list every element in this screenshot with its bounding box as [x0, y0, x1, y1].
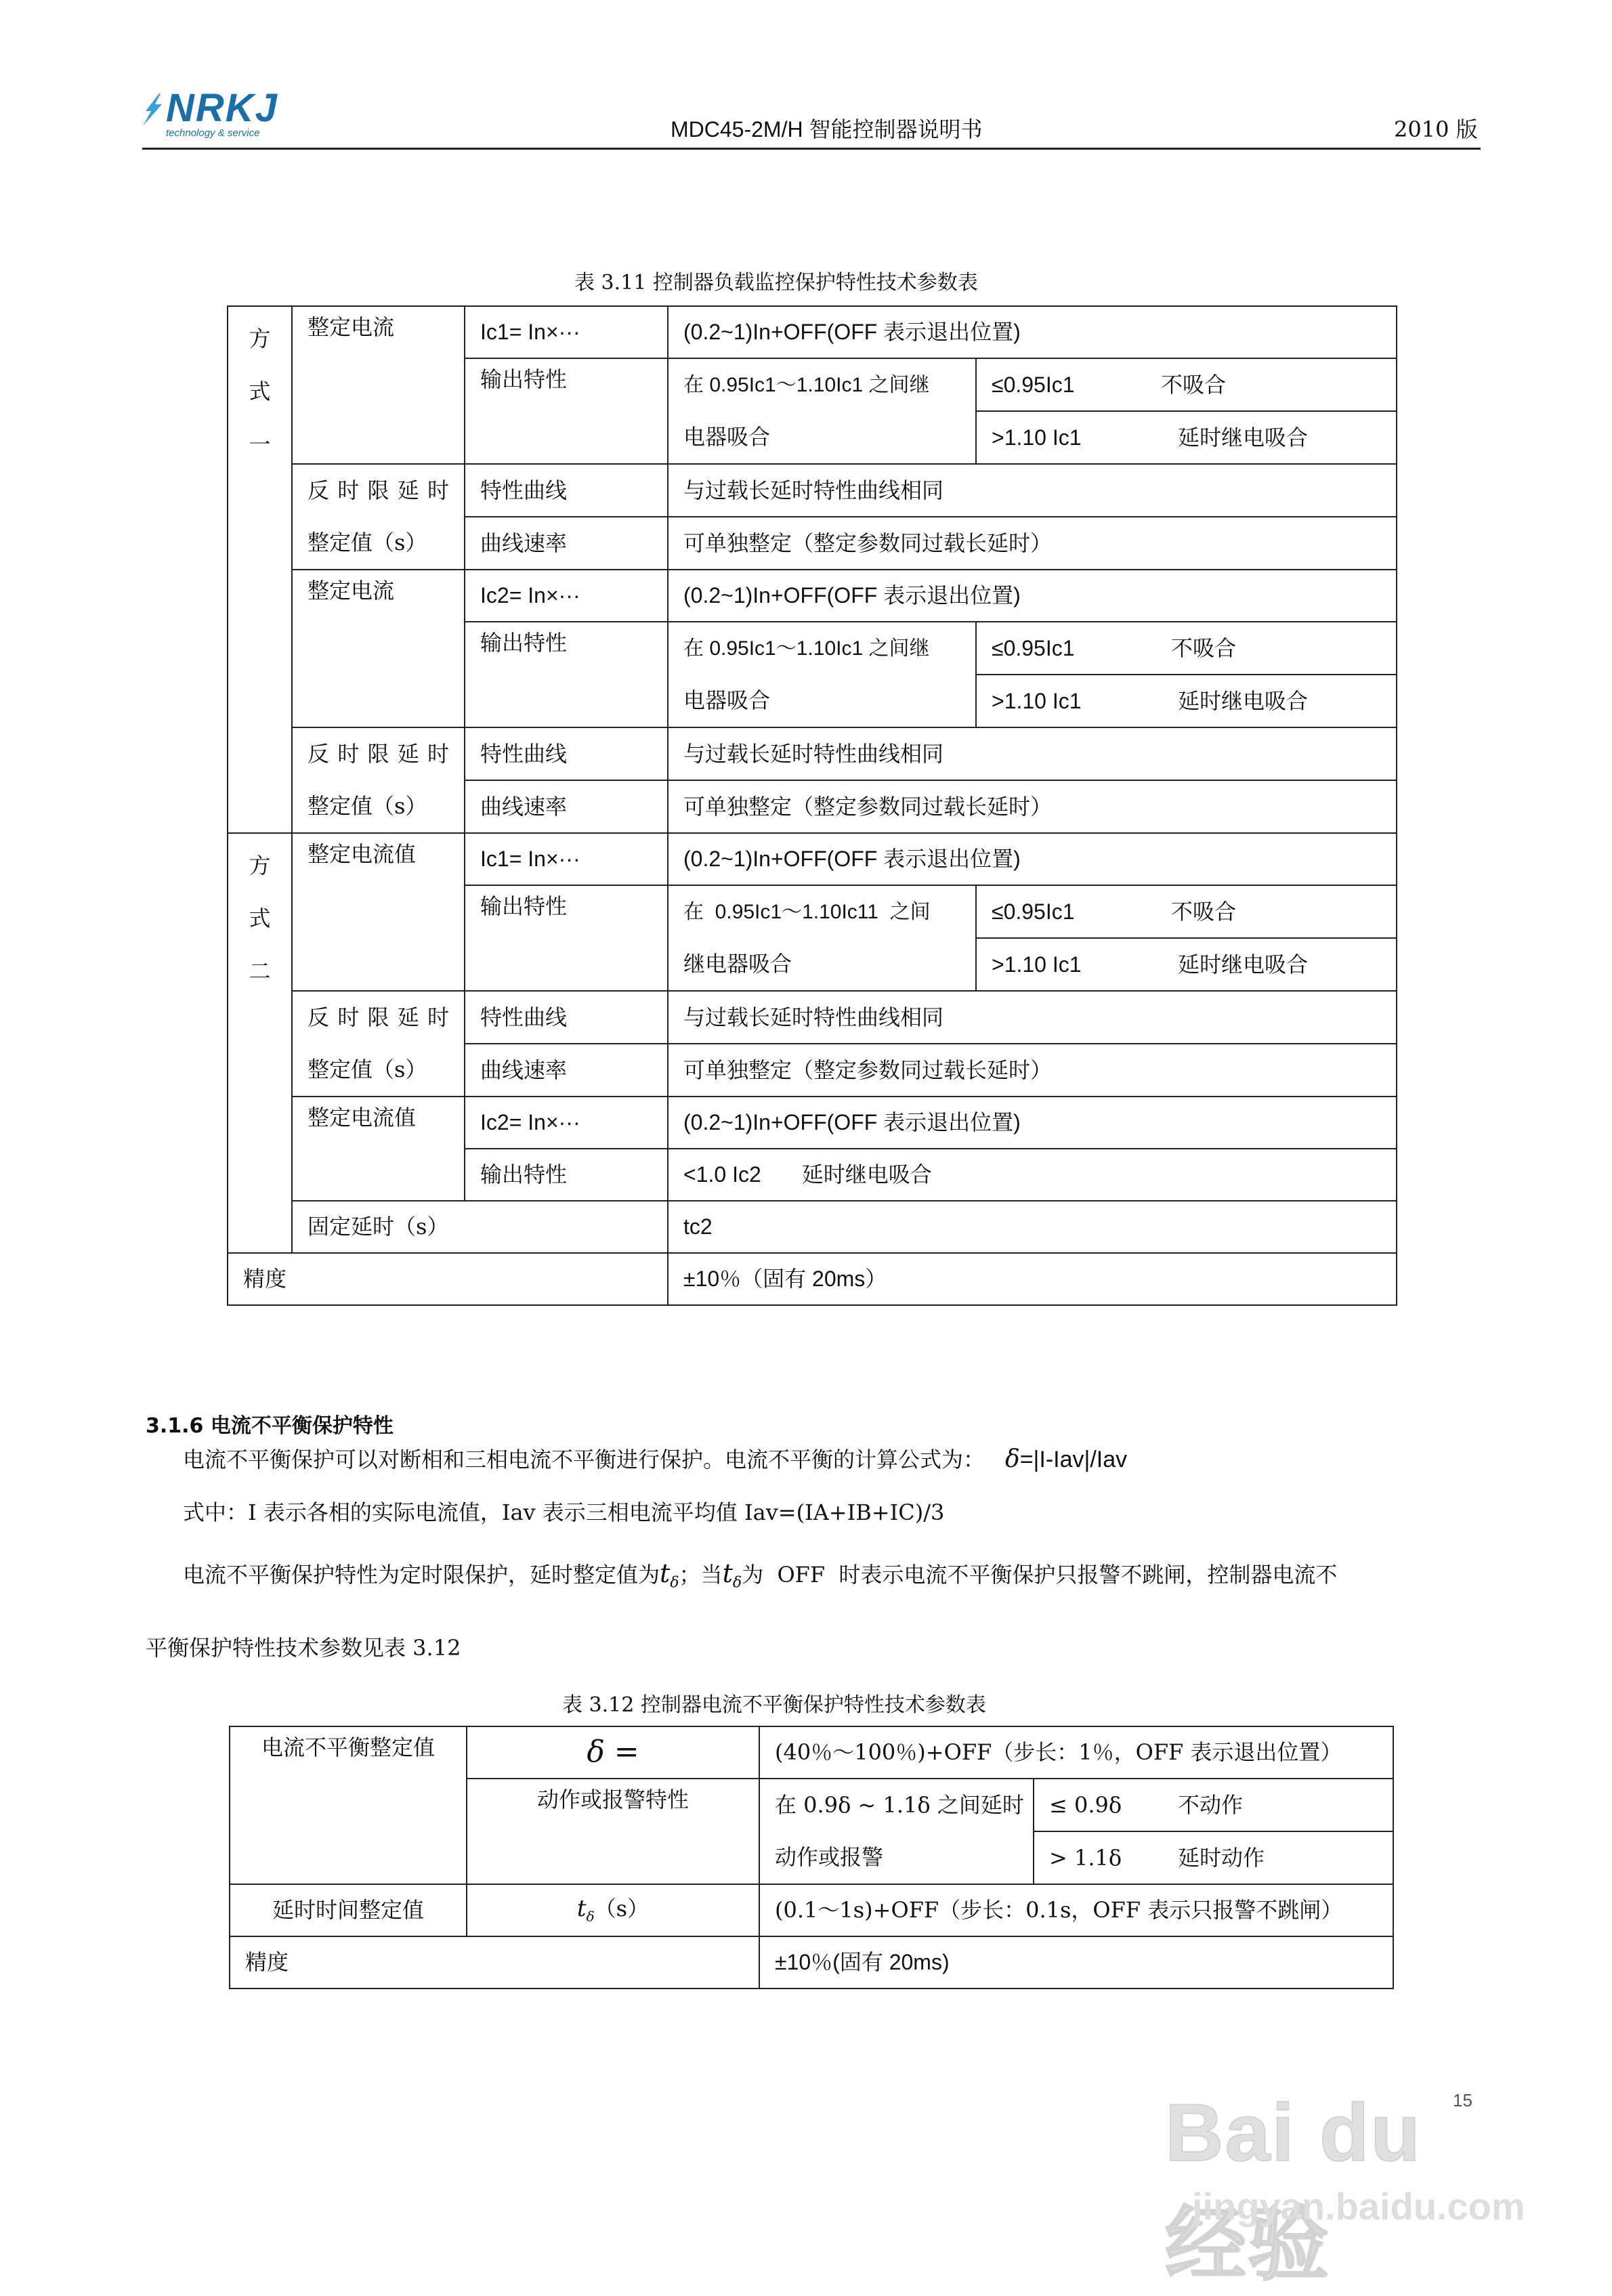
- condition-cell: ≤0.95Ic1 不吸合: [976, 885, 1397, 938]
- value-cell: (0.2~1)In+OFF(OFF 表示退出位置): [668, 833, 1397, 885]
- value-cell: (0.2~1)In+OFF(OFF 表示退出位置): [668, 306, 1397, 358]
- param-cell: 曲线速率: [465, 517, 668, 570]
- value-cell: 可单独整定（整定参数同过载长延时）: [668, 780, 1397, 833]
- accuracy-label: 精度: [228, 1253, 668, 1305]
- param-cell: 输出特性: [465, 358, 668, 464]
- table-row: [230, 1884, 1393, 1936]
- desc-cell: 在 0.95Ic1～1.10Ic1 之间继 电器吸合: [668, 622, 976, 727]
- param-cell: Ic1= In×···: [465, 833, 668, 885]
- delay-symbol-cell: $t_\delta(s)$: [467, 1884, 759, 1936]
- param-cell: Ic1= In×···: [465, 306, 668, 358]
- condition-cell: ≤0.95Ic1 不吸合: [976, 358, 1397, 411]
- delta-symbol-cell: δ =: [467, 1726, 759, 1779]
- value-cell: 与过载长延时特性曲线相同: [668, 727, 1397, 780]
- param-cell: 输出特性: [465, 622, 668, 727]
- value-cell: (0.2~1)In+OFF(OFF 表示退出位置): [668, 1097, 1397, 1149]
- value-cell: 可单独整定（整定参数同过载长延时）: [668, 517, 1397, 570]
- accuracy-label: 精度: [230, 1936, 759, 1989]
- value-cell: 与过载长延时特性曲线相同: [668, 464, 1397, 517]
- param-cell: 特性曲线: [465, 464, 668, 517]
- table-row: [228, 464, 1397, 517]
- table-3-11: [227, 305, 1397, 1306]
- company-logo: [139, 87, 281, 141]
- value-cell: <1.0 Ic2 延时继电吸合: [668, 1149, 1397, 1201]
- mode-1-label: 方 式 一: [228, 306, 292, 833]
- setting-label: 整定电流: [292, 306, 465, 464]
- inverse-time-label: 反时限延时 整定值（s）: [292, 991, 465, 1097]
- value-cell: 可单独整定（整定参数同过载长延时）: [668, 1044, 1397, 1097]
- table-3-12: [229, 1726, 1394, 1989]
- value-cell: (0.1～1s)+OFF（步长：0.1s，OFF 表示只报警不跳闸）: [759, 1884, 1393, 1936]
- table-3-11-caption: 表 3.11 控制器负载监控保护特性技术参数表: [574, 271, 978, 295]
- condition-cell: >1.10 Ic1 延时继电吸合: [976, 411, 1397, 464]
- param-cell: 特性曲线: [465, 727, 668, 780]
- table-row: [228, 833, 1397, 885]
- param-cell: 输出特性: [465, 1149, 668, 1201]
- desc-cell: 在 0.95Ic1～1.10Ic11 之间 继电器吸合: [668, 885, 976, 991]
- value-cell: ±10％（固有 20ms）: [668, 1253, 1397, 1305]
- desc-cell: 在 0.9δ ~ 1.1δ 之间延时 动作或报警: [759, 1779, 1034, 1884]
- setting-label: 电流不平衡整定值: [230, 1726, 467, 1884]
- setting-label: 整定电流值: [292, 833, 465, 991]
- setting-label: 整定电流: [292, 570, 465, 727]
- logo-tagline: technology & service: [166, 127, 260, 139]
- table-3-12-caption: 表 3.12 控制器电流不平衡保护特性技术参数表: [562, 1693, 986, 1717]
- param-cell: 曲线速率: [465, 1044, 668, 1097]
- table-row: [228, 1253, 1397, 1305]
- paragraph-1: 电流不平衡保护可以对断相和三相电流不平衡进行保护。电流不平衡的计算公式为： δ=|I-Iav|/Iav: [183, 1445, 1128, 1473]
- header-divider: [142, 148, 1481, 150]
- table-row: [228, 1097, 1397, 1149]
- value-cell: tc2: [668, 1201, 1397, 1253]
- document-title: MDC45-2M/H 智能控制器说明书: [671, 117, 983, 142]
- fixed-delay-label: 固定延时（s）: [292, 1201, 668, 1253]
- param-cell: Ic2= In×···: [465, 570, 668, 622]
- condition-cell: >1.10 Ic1 延时继电吸合: [976, 938, 1397, 991]
- section-heading: 3.1.6 电流不平衡保护特性: [146, 1414, 394, 1438]
- table-row: [228, 991, 1397, 1044]
- table-row: [228, 1201, 1397, 1253]
- logo-text: NRKJ: [166, 86, 278, 130]
- inverse-time-label: 反时限延时 整定值（s）: [292, 727, 465, 833]
- table-row: [228, 727, 1397, 780]
- paragraph-2: 式中：I 表示各相的实际电流值，Iav 表示三相电流平均值 Iav=(IA+IB+IC)/3: [183, 1500, 945, 1525]
- param-cell: 特性曲线: [465, 991, 668, 1044]
- document-version: 2010 版: [1394, 116, 1478, 142]
- inverse-time-label: 反时限延时 整定值（s）: [292, 464, 465, 570]
- condition-cell: > 1.1δ 延时动作: [1034, 1831, 1393, 1884]
- mode-2-label: 方 式 二: [228, 833, 292, 1253]
- value-cell: ±10％(固有 20ms): [759, 1936, 1393, 1989]
- logo-mark-icon: [139, 91, 165, 129]
- setting-label: 整定电流值: [292, 1097, 465, 1201]
- condition-cell: ≤ 0.9δ 不动作: [1034, 1779, 1393, 1831]
- condition-cell: >1.10 Ic1 延时继电吸合: [976, 675, 1397, 727]
- param-cell: 动作或报警特性: [467, 1779, 759, 1884]
- param-cell: 曲线速率: [465, 780, 668, 833]
- table-row: [230, 1936, 1393, 1989]
- param-cell: Ic2= In×···: [465, 1097, 668, 1149]
- condition-cell: ≤0.95Ic1 不吸合: [976, 622, 1397, 675]
- param-cell: 输出特性: [465, 885, 668, 991]
- paragraph-4: 平衡保护特性技术参数见表 3.12: [146, 1635, 461, 1661]
- page-number: 15: [1453, 2090, 1472, 2110]
- desc-cell: 在 0.95Ic1～1.10Ic1 之间继 电器吸合: [668, 358, 976, 464]
- value-cell: 与过载长延时特性曲线相同: [668, 991, 1397, 1044]
- table-row: [228, 306, 1397, 358]
- value-cell: (0.2~1)In+OFF(OFF 表示退出位置): [668, 570, 1397, 622]
- watermark-logo: Bai du 经验: [1165, 2087, 1422, 2290]
- paragraph-3: 电流不平衡保护特性为定时限保护，延时整定值为$t_\delta$；当$t_\delta$为 OFF 时表示电流不平衡保护只报警不跳闸，控制器电流不: [183, 1558, 1338, 1592]
- table-row: [228, 570, 1397, 622]
- table-row: [230, 1726, 1393, 1779]
- watermark-url: jingyan.baidu.com: [1192, 2185, 1525, 2228]
- value-cell: (40％～100％)+OFF（步长：1％，OFF 表示退出位置）: [759, 1726, 1393, 1779]
- delay-setting-label: 延时时间整定值: [230, 1884, 467, 1936]
